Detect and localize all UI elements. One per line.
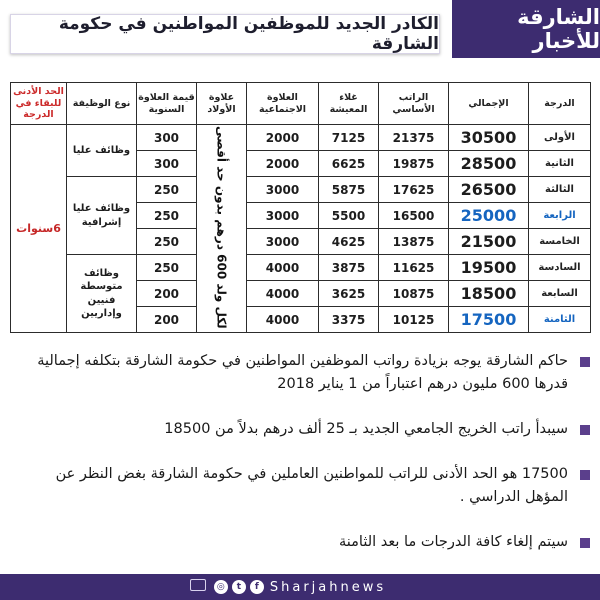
square-bullet-icon <box>580 357 590 367</box>
social-cell: 4000 <box>247 255 319 281</box>
basic-cell: 19875 <box>379 151 449 177</box>
col-min-years: الحد الأدنى للبقاء في الدرجة <box>11 83 67 125</box>
basic-cell: 10125 <box>379 307 449 333</box>
basic-cell: 10875 <box>379 281 449 307</box>
square-bullet-icon <box>580 538 590 548</box>
living-cell: 6625 <box>319 151 379 177</box>
job-type-cell: وظائف عليا إشرافية <box>67 177 137 255</box>
list-item <box>20 350 590 396</box>
social-cell: 3000 <box>247 177 319 203</box>
social-cell: 4000 <box>247 281 319 307</box>
footer-logo <box>190 579 206 591</box>
social-cell: 3000 <box>247 229 319 255</box>
annual-cell: 200 <box>137 307 197 333</box>
basic-cell: 17625 <box>379 177 449 203</box>
list-item <box>20 418 590 441</box>
list-item <box>20 531 590 554</box>
degree-cell: الخامسة <box>529 229 591 255</box>
instagram-icon[interactable]: ◎ <box>214 580 228 594</box>
total-cell: 28500 <box>449 151 529 177</box>
table-row <box>11 125 591 151</box>
living-cell: 4625 <box>319 229 379 255</box>
salary-table-wrap <box>10 82 590 332</box>
social-icons <box>214 580 264 594</box>
social-cell: 2000 <box>247 125 319 151</box>
col-kids: علاوة الأولاد <box>197 83 247 125</box>
degree-cell: الثانية <box>529 151 591 177</box>
col-living: غلاء المعيشة <box>319 83 379 125</box>
total-cell: 21500 <box>449 229 529 255</box>
col-basic: الراتب الأساسي <box>379 83 449 125</box>
square-bullet-icon <box>580 425 590 435</box>
basic-cell: 11625 <box>379 255 449 281</box>
list-item <box>20 463 590 509</box>
social-handle[interactable]: Sharjahnews <box>269 579 387 595</box>
brand-name: الشارقة للأخبار <box>517 5 600 53</box>
sharjah-logo-icon <box>190 579 206 591</box>
degree-cell: الثالثة <box>529 177 591 203</box>
total-cell: 19500 <box>449 255 529 281</box>
degree-cell: الرابعة <box>529 203 591 229</box>
bullet-text: سيتم إلغاء كافة الدرجات ما بعد الثامنة <box>339 534 568 550</box>
table-row <box>11 177 591 203</box>
col-social: العلاوة الاجتماعية <box>247 83 319 125</box>
annual-cell: 300 <box>137 125 197 151</box>
salary-table <box>10 82 591 333</box>
facebook-icon[interactable]: f <box>250 580 264 594</box>
headline-box <box>10 14 440 54</box>
job-type-cell: وظائف متوسطة فنيين وإداريين <box>67 255 137 333</box>
living-cell: 5875 <box>319 177 379 203</box>
footer <box>0 574 600 600</box>
total-cell: 30500 <box>449 125 529 151</box>
twitter-icon[interactable]: t <box>232 580 246 594</box>
col-total: الإجمالي <box>449 83 529 125</box>
annual-cell: 250 <box>137 177 197 203</box>
kids-allowance-note: لكل ولد 600 درهم بدون حد أقصى <box>214 125 229 329</box>
total-cell: 17500 <box>449 307 529 333</box>
basic-cell: 16500 <box>379 203 449 229</box>
col-degree: الدرجة <box>529 83 591 125</box>
basic-cell: 13875 <box>379 229 449 255</box>
key-points-list <box>20 350 590 554</box>
annual-cell: 250 <box>137 203 197 229</box>
basic-cell: 21375 <box>379 125 449 151</box>
min-years-cell: 6سنوات <box>11 125 67 333</box>
annual-cell: 250 <box>137 255 197 281</box>
total-cell: 18500 <box>449 281 529 307</box>
living-cell: 3375 <box>319 307 379 333</box>
bullet-text: 17500 هو الحد الأدنى للراتب للمواطنين العاملين في حكومة الشارقة بغض النظر عن المؤهل الدراسي . <box>55 466 568 505</box>
square-bullet-icon <box>580 470 590 480</box>
social-cell: 2000 <box>247 151 319 177</box>
col-annual: قيمة العلاوة السنوية <box>137 83 197 125</box>
social-cell: 3000 <box>247 203 319 229</box>
degree-cell: الأولى <box>529 125 591 151</box>
bullet-text: حاكم الشارقة يوجه بزيادة رواتب الموظفين المواطنين في حكومة الشارقة بتكلفه إجمالية قدرها 600 مليون درهم اعتباراً من 1 يناير 2018 <box>37 353 568 392</box>
table-header-row <box>11 83 591 125</box>
degree-cell: الثامنة <box>529 307 591 333</box>
living-cell: 3625 <box>319 281 379 307</box>
brand-logo <box>452 0 600 58</box>
job-type-cell: وظائف عليا <box>67 125 137 177</box>
kids-allowance-cell <box>197 125 247 333</box>
annual-cell: 250 <box>137 229 197 255</box>
bullet-text: سيبدأ راتب الخريج الجامعي الجديد بـ 25 ألف درهم بدلاً من 18500 <box>164 421 568 437</box>
living-cell: 5500 <box>319 203 379 229</box>
annual-cell: 300 <box>137 151 197 177</box>
degree-cell: السادسة <box>529 255 591 281</box>
living-cell: 3875 <box>319 255 379 281</box>
total-cell: 26500 <box>449 177 529 203</box>
annual-cell: 200 <box>137 281 197 307</box>
page-title: الكادر الجديد للموظفين المواطنين في حكومة الشارقة <box>58 14 439 54</box>
table-row <box>11 255 591 281</box>
total-cell: 25000 <box>449 203 529 229</box>
degree-cell: السابعة <box>529 281 591 307</box>
social-cell: 4000 <box>247 307 319 333</box>
living-cell: 7125 <box>319 125 379 151</box>
col-job-type: نوع الوظيفة <box>67 83 137 125</box>
header <box>0 0 600 72</box>
